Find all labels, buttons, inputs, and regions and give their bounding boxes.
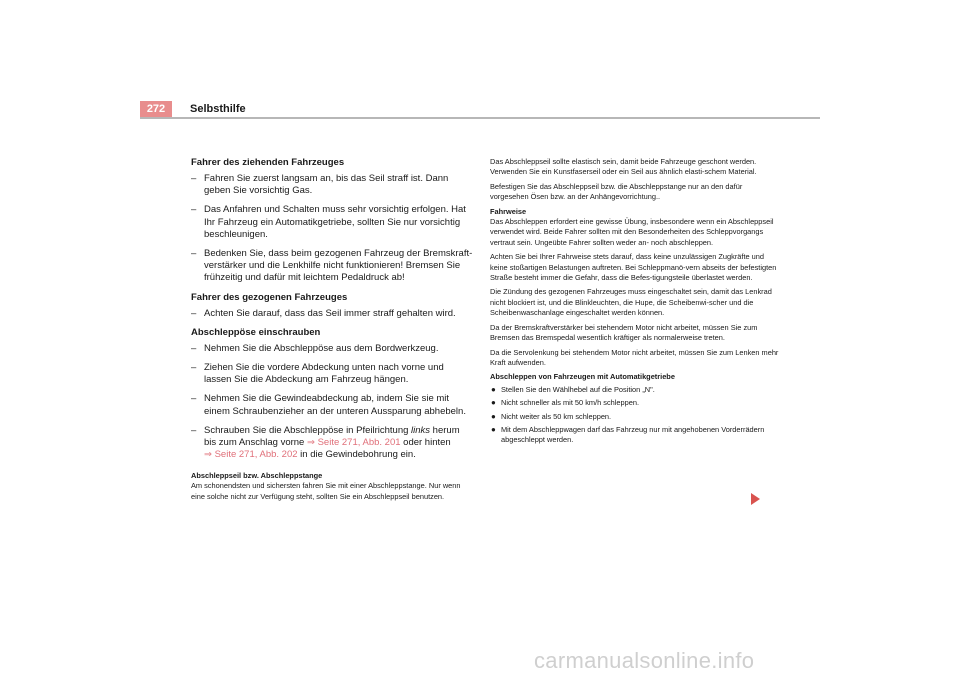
bullet-icon: ● [491, 411, 496, 421]
list-item [490, 385, 780, 395]
paragraph: Da der Bremskraftverstärker bei stehendem Motor nicht arbeitet, müssen Sie zum Bremsen das Bremspedal wesentlich kräftiger als normalerweise treten. [490, 322, 758, 343]
paragraph: Das Abschleppen erfordert eine gewisse Übung, insbesondere wenn ein Abschleppseil verwendet wird. Beide Fahrer sollten mit den Besonderheiten des Schleppvorgangs vertraut sein. Ungeübte Fahrer sollten weder an- noch abschleppen. [490, 217, 774, 247]
emphasis-text: links [411, 424, 431, 436]
list-item-text: Fahren Sie zuerst langsam an, bis das Seil straff ist. Dann geben Sie vorsichtig Gas. [204, 173, 449, 197]
list-item [191, 248, 473, 285]
dash-marker: – [191, 173, 197, 184]
page-link-fig-201[interactable]: ⇒ Seite 271, Abb. 201 [306, 437, 401, 449]
list-item-text: Nicht schneller als mit 50 km/h schleppen. [501, 398, 640, 408]
dash-marker: – [191, 424, 197, 436]
header-divider [140, 117, 820, 119]
heading-tow-rope: Abschleppseil bzw. Abschleppstange [191, 471, 323, 481]
page-link-fig-202[interactable]: ⇒ Seite 271, Abb. 202 [204, 449, 298, 461]
list-item-text: Schrauben Sie die Abschleppöse in Pfeilrichtung [204, 424, 412, 436]
list-item [191, 343, 473, 355]
list-item-text: Das Anfahren und Schalten muss sehr vorsichtig erfolgen. Hat Ihr Fahrzeug ein Automatikgetriebe, sollten Sie nur vorsichtig beschleunigen. [204, 204, 466, 240]
paragraph: Das Abschleppseil sollte elastisch sein, damit beide Fahrzeuge geschont werden. Verwenden Sie ein Kunstfaserseil oder ein Seil aus ähnlich elasti-schem Material. [490, 157, 757, 177]
left-column [191, 157, 473, 502]
paragraph: Da die Servolenkung bei stehendem Motor nicht arbeitet, müssen Sie zum Lenken mehr Kraft aufwenden. [490, 347, 779, 367]
list-item-text: Ziehen Sie die vordere Abdeckung unten nach vorne und lassen Sie die Abdeckung am Fahrzeug hängen. [204, 362, 444, 386]
list-item-text: Achten Sie darauf, dass das Seil immer straff gehalten wird. [204, 307, 456, 319]
page-number-badge: 272 [140, 101, 172, 117]
dash-marker: – [191, 248, 197, 260]
list-item [191, 308, 473, 320]
heading-driving-style: Fahrweise [490, 206, 527, 216]
list-item-text: Nehmen Sie die Gewindeabdeckung ab, indem Sie sie mit einem Schraubenzieher an der unteren Aussparung abhebeln. [204, 393, 466, 417]
list-item-text: Nehmen Sie die Abschleppöse aus dem Bordwerkzeug. [204, 342, 439, 354]
heading-towing-driver: Fahrer des ziehenden Fahrzeuges [191, 157, 345, 168]
list-item [191, 204, 473, 241]
continue-arrow-icon [751, 493, 760, 505]
list-item-text: oder hinten [400, 437, 451, 449]
list-item-text: Bedenken Sie, dass beim gezogenen Fahrzeug der Bremskraft-verstärker und die Lenkhilfe nicht funktionieren! Bremsen Sie frühzeitig und dafür mit leichtem Pedaldruck ab! [204, 248, 473, 284]
paragraph-tow-rope: Am schonendsten und sichersten fahren Sie mit einer Abschleppstange. Nur wenn eine solche nicht zur Verfügung steht, sollten Sie ein Abschleppseil benutzen. [191, 481, 461, 501]
dash-marker: – [191, 204, 197, 216]
list-item-text: Stellen Sie den Wählhebel auf die Position „N". [501, 384, 655, 394]
paragraph: Achten Sie bei Ihrer Fahrweise stets darauf, dass keine unzulässigen Zugkräfte und keine stoßartigen Belastungen auftreten. Bei Schleppmanö-vern abseits der befestigten Straße besteht immer die Gefahr, dass die Befes-tigungsteile überlastet werden. [490, 252, 777, 283]
list-item [191, 425, 473, 462]
list-item-text: herum bis zum Anschlag vorne [204, 424, 460, 449]
list-item [490, 412, 780, 422]
right-column [490, 157, 780, 449]
dash-marker: – [191, 362, 197, 374]
bullet-icon: ● [491, 424, 496, 434]
list-item [191, 362, 473, 386]
list-item [490, 425, 780, 446]
list-item [490, 398, 780, 408]
list-item-text: Mit dem Abschleppwagen darf das Fahrzeug nur mit angehobenen Vorderrädern abgeschleppt werden. [501, 424, 765, 445]
paragraph: Befestigen Sie das Abschleppseil bzw. die Abschleppstange nur an den dafür vorgesehen Ösen bzw. an der Anhängevorrichtung.. [490, 181, 743, 202]
paragraph: Die Zündung des gezogenen Fahrzeuges muss eingeschaltet sein, damit das Lenkrad nicht blockiert ist, und die Blinkleuchten, die Hupe, die Scheibenwi-scher und die Scheibenwaschanlage eingeschaltet werden können. [490, 287, 772, 318]
dash-marker: – [191, 393, 197, 405]
list-item [191, 393, 473, 417]
list-item-text: in die Gewindebohrung ein. [297, 449, 416, 461]
bullet-icon: ● [491, 384, 496, 394]
dash-marker: – [191, 342, 197, 354]
heading-tow-eye: Abschleppöse einschrauben [191, 326, 321, 338]
section-title: Selbsthilfe [190, 103, 246, 115]
heading-automatic-gearbox: Abschleppen von Fahrzeugen mit Automatikgetriebe [490, 372, 675, 382]
list-item [191, 173, 473, 197]
heading-towed-driver: Fahrer des gezogenen Fahrzeuges [191, 291, 348, 303]
watermark: carmanualsonline.info [534, 648, 755, 673]
bullet-icon: ● [491, 398, 496, 408]
list-item-text: Nicht weiter als 50 km schleppen. [501, 411, 612, 421]
dash-marker: – [191, 307, 197, 319]
